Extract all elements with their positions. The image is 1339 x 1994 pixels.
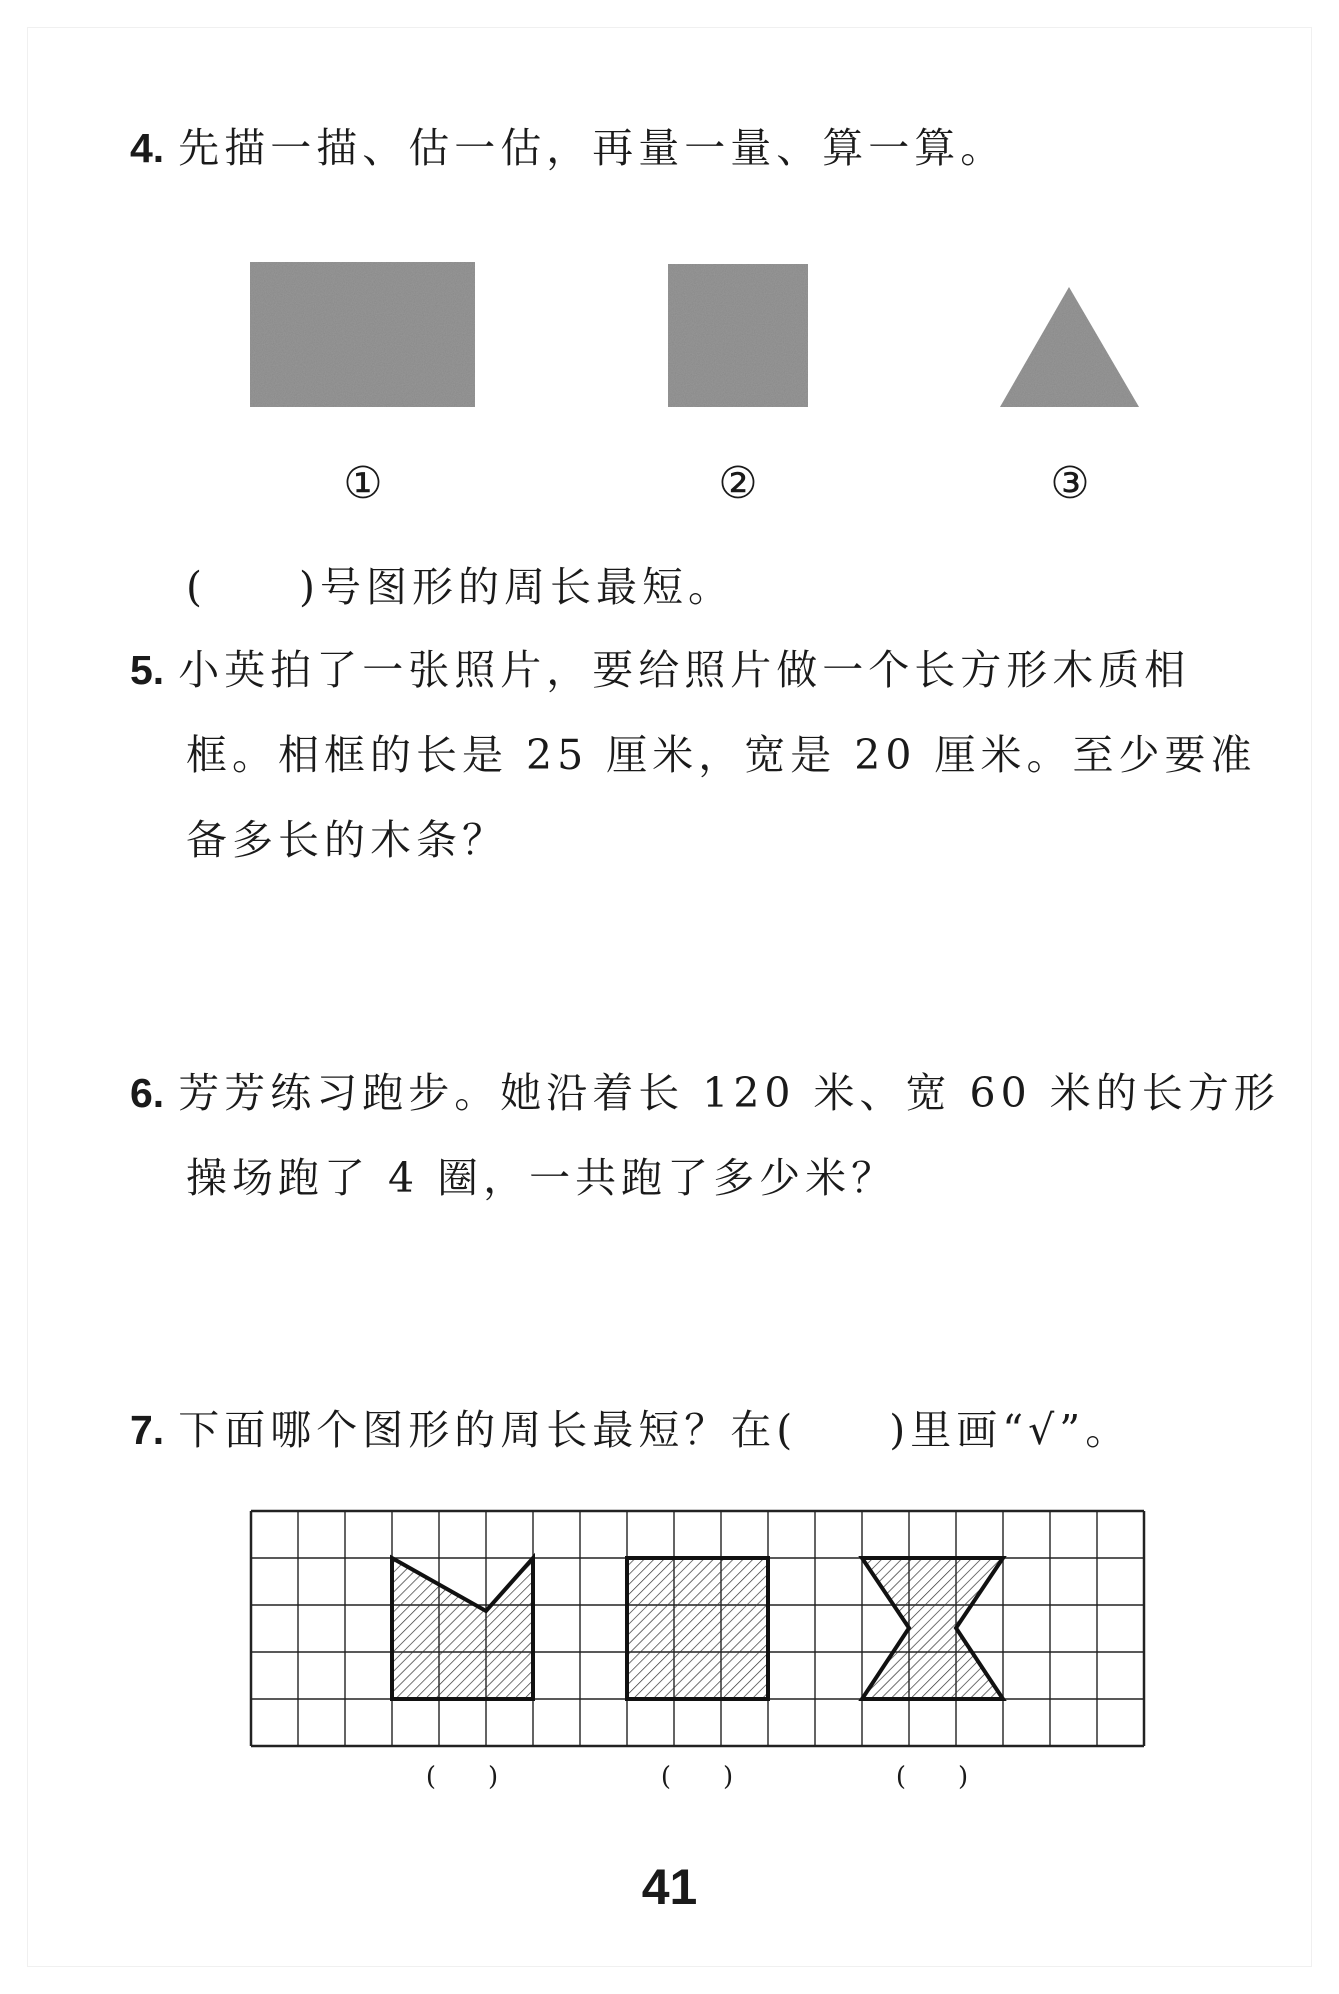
q4-figures (0, 240, 1339, 700)
question-6 (130, 1069, 1280, 1117)
answer-blank-3[interactable]: ( ) (895, 1762, 969, 1792)
figure-label-3: ③ (1050, 458, 1090, 509)
question-number: 6. (130, 1070, 165, 1116)
square-shape-2 (668, 264, 808, 407)
question-5 (130, 646, 1191, 694)
figure-label-2: ② (718, 458, 758, 509)
answer-blank-2[interactable]: ( ) (660, 1762, 734, 1792)
q7-grid-figure (0, 1500, 1339, 1760)
figure-label-1: ① (343, 458, 383, 509)
triangle-shape-3 (1000, 287, 1139, 407)
question-7 (130, 1406, 1132, 1454)
answer-blank-1[interactable]: ( ) (425, 1762, 499, 1792)
question-text-line: 框。相框的长是 25 厘米，宽是 20 厘米。至少要准 (186, 731, 1257, 779)
question-number: 4. (130, 125, 165, 171)
question-4 (130, 124, 1007, 172)
rectangle-shape-1 (250, 262, 475, 407)
q4-answer-prompt: ( )号图形的周长最短。 (186, 563, 734, 611)
shape-hourglass (862, 1558, 1003, 1699)
question-text: 下面哪个图形的周长最短？在( )里画“√”。 (178, 1406, 1132, 1454)
shape-notched-square (392, 1558, 533, 1699)
question-text: 先描一描、估一估，再量一量、算一算。 (178, 124, 1007, 172)
page-number: 41 (641, 1859, 698, 1915)
question-text-line: 操场跑了 4 圈，一共跑了多少米？ (186, 1154, 898, 1202)
question-number: 7. (130, 1407, 165, 1453)
question-text-line: 备多长的木条？ (186, 816, 508, 864)
question-text-line: 芳芳练习跑步。她沿着长 120 米、宽 60 米的长方形 (178, 1069, 1280, 1117)
question-number: 5. (130, 647, 165, 693)
question-text-line: 小英拍了一张照片，要给照片做一个长方形木质相 (178, 646, 1191, 694)
shape-square (627, 1558, 768, 1699)
